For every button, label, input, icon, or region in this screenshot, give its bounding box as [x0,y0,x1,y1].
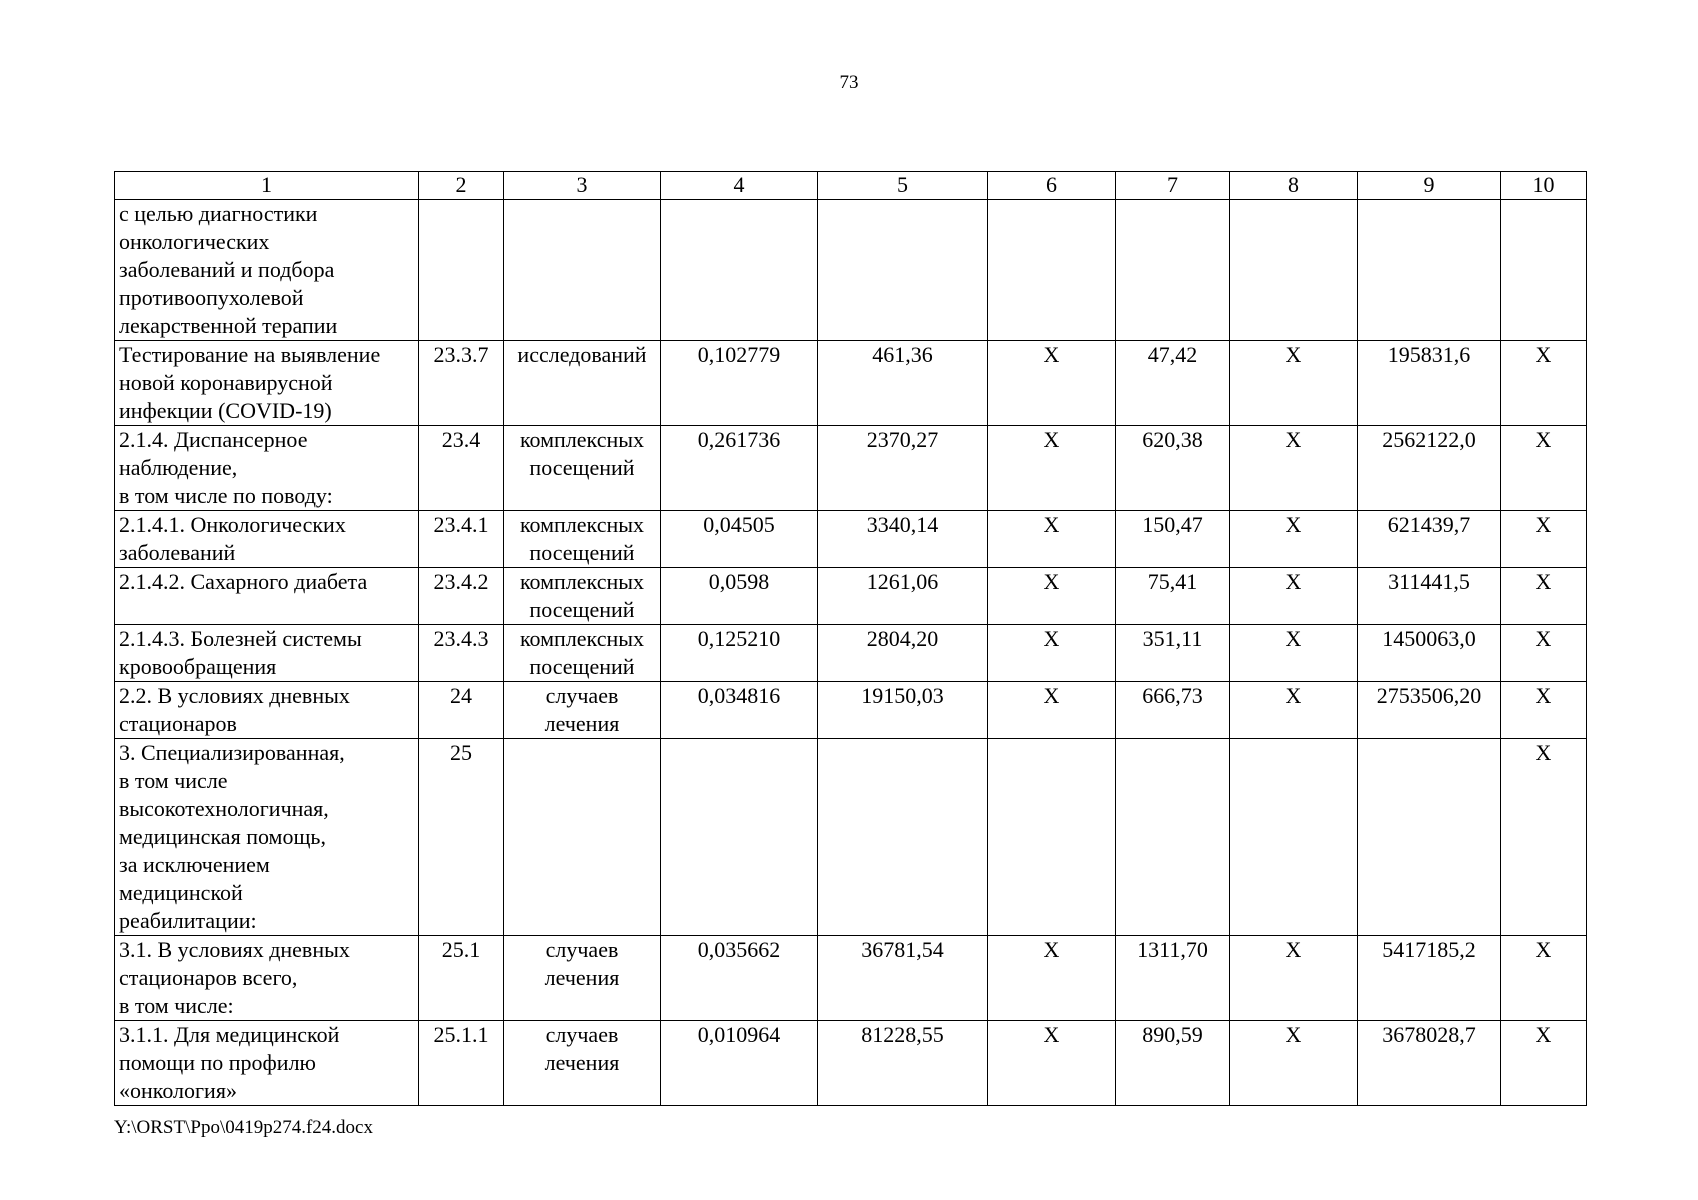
cell-per-capita: 1311,70 [1116,936,1230,1021]
cell-cost-norm: 2370,27 [818,426,988,511]
cell-col-8: Х [1230,511,1358,568]
table-body [115,200,1587,1106]
cell-unit: случаев лечения [504,682,661,739]
column-header: 9 [1358,172,1501,200]
cell-total-cost: 5417185,2 [1358,936,1501,1021]
cell-unit: комплексных посещений [504,511,661,568]
cell-col-6: Х [988,1021,1116,1106]
cell-volume-norm [661,200,818,341]
cell-unit: исследований [504,341,661,426]
cell-volume-norm: 0,102779 [661,341,818,426]
cell-volume-norm [661,739,818,936]
cell-unit: случаев лечения [504,1021,661,1106]
cell-row-number: 23.4 [419,426,504,511]
cell-cost-norm: 1261,06 [818,568,988,625]
cell-cost-norm: 2804,20 [818,625,988,682]
cell-row-number: 23.4.2 [419,568,504,625]
cell-col-10: Х [1501,426,1587,511]
cell-col-10: Х [1501,625,1587,682]
column-header: 2 [419,172,504,200]
cell-per-capita: 620,38 [1116,426,1230,511]
column-header: 3 [504,172,661,200]
table-row [115,936,1587,1021]
cell-unit: комплексных посещений [504,568,661,625]
cell-col-10: Х [1501,1021,1587,1106]
cell-indicator-name: 2.1.4. Диспансерное наблюдение, в том числе по поводу: [115,426,419,511]
cell-unit [504,200,661,341]
cell-cost-norm: 461,36 [818,341,988,426]
column-header: 8 [1230,172,1358,200]
table-row [115,341,1587,426]
cell-indicator-name: 2.1.4.3. Болезней системы кровообращения [115,625,419,682]
cell-total-cost: 621439,7 [1358,511,1501,568]
cell-indicator-name: с целью диагностики онкологических заболеваний и подбора противоопухолевой лекарственной терапии [115,200,419,341]
cell-per-capita [1116,739,1230,936]
table-row [115,682,1587,739]
cell-total-cost: 1450063,0 [1358,625,1501,682]
page-number: 73 [839,72,859,93]
cell-col-6: Х [988,682,1116,739]
cell-row-number: 23.4.3 [419,625,504,682]
cell-volume-norm: 0,261736 [661,426,818,511]
cell-col-10: Х [1501,936,1587,1021]
cell-per-capita: 890,59 [1116,1021,1230,1106]
cell-per-capita: 666,73 [1116,682,1230,739]
cell-row-number: 25 [419,739,504,936]
cell-indicator-name: 3.1.1. Для медицинской помощи по профилю «онкология» [115,1021,419,1106]
cell-total-cost [1358,739,1501,936]
cell-col-8: Х [1230,625,1358,682]
cell-cost-norm: 19150,03 [818,682,988,739]
column-header: 6 [988,172,1116,200]
cell-volume-norm: 0,034816 [661,682,818,739]
cell-indicator-name: 2.1.4.1. Онкологических заболеваний [115,511,419,568]
cell-col-6: Х [988,511,1116,568]
cell-col-8: Х [1230,426,1358,511]
cell-col-10 [1501,200,1587,341]
table-row [115,625,1587,682]
data-table [114,171,1587,1106]
cell-col-6 [988,200,1116,341]
cell-indicator-name: 2.1.4.2. Сахарного диабета [115,568,419,625]
cell-row-number: 23.4.1 [419,511,504,568]
cell-col-10: Х [1501,739,1587,936]
column-header: 1 [115,172,419,200]
cell-unit: случаев лечения [504,936,661,1021]
column-header: 5 [818,172,988,200]
table-row [115,511,1587,568]
cell-total-cost [1358,200,1501,341]
cell-cost-norm [818,739,988,936]
cell-per-capita: 47,42 [1116,341,1230,426]
cell-row-number [419,200,504,341]
cell-row-number: 25.1.1 [419,1021,504,1106]
cell-total-cost: 311441,5 [1358,568,1501,625]
table-row [115,200,1587,341]
cell-total-cost: 2753506,20 [1358,682,1501,739]
cell-indicator-name: 3. Специализированная, в том числе высокотехнологичная, медицинская помощь, за исключением медицинской реабилитации: [115,739,419,936]
cell-col-8: Х [1230,1021,1358,1106]
cell-unit: комплексных посещений [504,426,661,511]
cell-col-8: Х [1230,341,1358,426]
table-row [115,426,1587,511]
cell-cost-norm [818,200,988,341]
column-header: 4 [661,172,818,200]
cell-col-8: Х [1230,682,1358,739]
table-row [115,739,1587,936]
cell-unit [504,739,661,936]
cell-total-cost: 195831,6 [1358,341,1501,426]
cell-volume-norm: 0,035662 [661,936,818,1021]
cell-indicator-name: Тестирование на выявление новой коронавирусной инфекции (COVID-19) [115,341,419,426]
footer-file-path: Y:\ORST\Ppo\0419p274.f24.docx [114,1117,373,1138]
cell-indicator-name: 3.1. В условиях дневных стационаров всего, в том числе: [115,936,419,1021]
table-row [115,568,1587,625]
cell-cost-norm: 3340,14 [818,511,988,568]
cell-row-number: 24 [419,682,504,739]
cell-per-capita: 75,41 [1116,568,1230,625]
cell-total-cost: 3678028,7 [1358,1021,1501,1106]
table-header-row [115,172,1587,200]
cell-col-6: Х [988,625,1116,682]
cell-volume-norm: 0,04505 [661,511,818,568]
cell-col-6 [988,739,1116,936]
cell-col-10: Х [1501,511,1587,568]
cell-volume-norm: 0,010964 [661,1021,818,1106]
cell-col-6: Х [988,936,1116,1021]
cell-total-cost: 2562122,0 [1358,426,1501,511]
cell-col-10: Х [1501,682,1587,739]
column-header: 10 [1501,172,1587,200]
cell-col-6: Х [988,341,1116,426]
cell-cost-norm: 81228,55 [818,1021,988,1106]
cell-col-10: Х [1501,568,1587,625]
cell-row-number: 23.3.7 [419,341,504,426]
cell-row-number: 25.1 [419,936,504,1021]
cell-volume-norm: 0,125210 [661,625,818,682]
cell-col-8: Х [1230,936,1358,1021]
table-row [115,1021,1587,1106]
cell-per-capita: 351,11 [1116,625,1230,682]
cell-col-6: Х [988,568,1116,625]
cell-col-8 [1230,200,1358,341]
cell-unit: комплексных посещений [504,625,661,682]
cell-cost-norm: 36781,54 [818,936,988,1021]
cell-per-capita [1116,200,1230,341]
cell-col-6: Х [988,426,1116,511]
cell-col-8 [1230,739,1358,936]
cell-col-10: Х [1501,341,1587,426]
cell-volume-norm: 0,0598 [661,568,818,625]
column-header: 7 [1116,172,1230,200]
cell-col-8: Х [1230,568,1358,625]
cell-per-capita: 150,47 [1116,511,1230,568]
cell-indicator-name: 2.2. В условиях дневных стационаров [115,682,419,739]
